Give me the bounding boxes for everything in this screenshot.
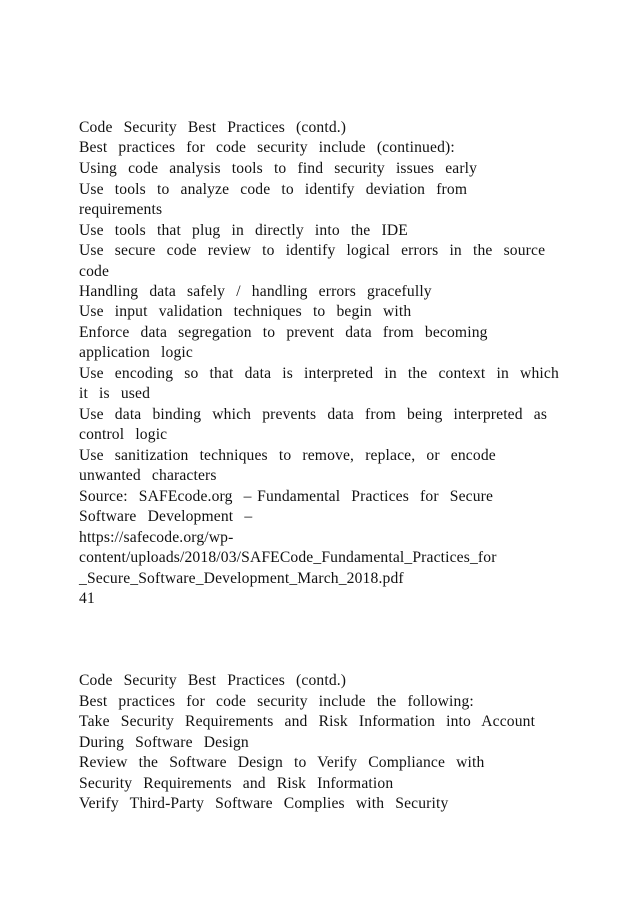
source-line: Source: SAFEcode.org – Fundamental Practices for Secure — [79, 488, 494, 505]
text-line: Use tools that plug in directly into the IDE — [79, 222, 408, 239]
text-line: During Software Design — [79, 734, 249, 751]
text-line: requirements — [79, 201, 163, 218]
text-line: Enforce data segregation to prevent data from becoming — [79, 324, 488, 341]
text-line: application logic — [79, 344, 193, 361]
page-number: 41 — [79, 590, 95, 607]
text-line: unwanted characters — [79, 467, 217, 484]
text-line: code — [79, 263, 110, 280]
text-line: Security Requirements and Risk Information — [79, 775, 394, 792]
text-line: Use secure code review to identify logical errors in the source — [79, 242, 546, 259]
text-line: Use encoding so that data is interpreted in the context in which — [79, 365, 559, 382]
text-line: it is used — [79, 385, 151, 402]
text-line: control logic — [79, 426, 168, 443]
source-line: Software Development – — [79, 508, 253, 525]
source-url-line: https://safecode.org/wp- — [79, 529, 234, 546]
text-line: Take Security Requirements and Risk Information into Account — [79, 713, 536, 730]
text-line: Best practices for code security include the following: — [79, 693, 474, 710]
text-line: Use input validation techniques to begin with — [79, 303, 412, 320]
source-url-line: _Secure_Software_Development_March_2018.pdf — [79, 570, 404, 587]
text-line: Use sanitization techniques to remove, replace, or encode — [79, 447, 496, 464]
text-line: Handling data safely / handling errors gracefully — [79, 283, 432, 300]
text-line: Using code analysis tools to find security issues early — [79, 160, 478, 177]
text-line: Use data binding which prevents data from being interpreted as — [79, 406, 548, 423]
text-line: Best practices for code security include (continued): — [79, 139, 455, 156]
text-line: Verify Third-Party Software Complies with Security — [79, 795, 449, 812]
source-url-line: content/uploads/2018/03/SAFECode_Fundamental_Practices_for — [79, 549, 497, 566]
slide-title: Code Security Best Practices (contd.) — [79, 672, 347, 689]
text-line: Review the Software Design to Verify Compliance with — [79, 754, 485, 771]
text-line: Use tools to analyze code to identify deviation from — [79, 181, 468, 198]
slide-title: Code Security Best Practices (contd.) — [79, 119, 347, 136]
